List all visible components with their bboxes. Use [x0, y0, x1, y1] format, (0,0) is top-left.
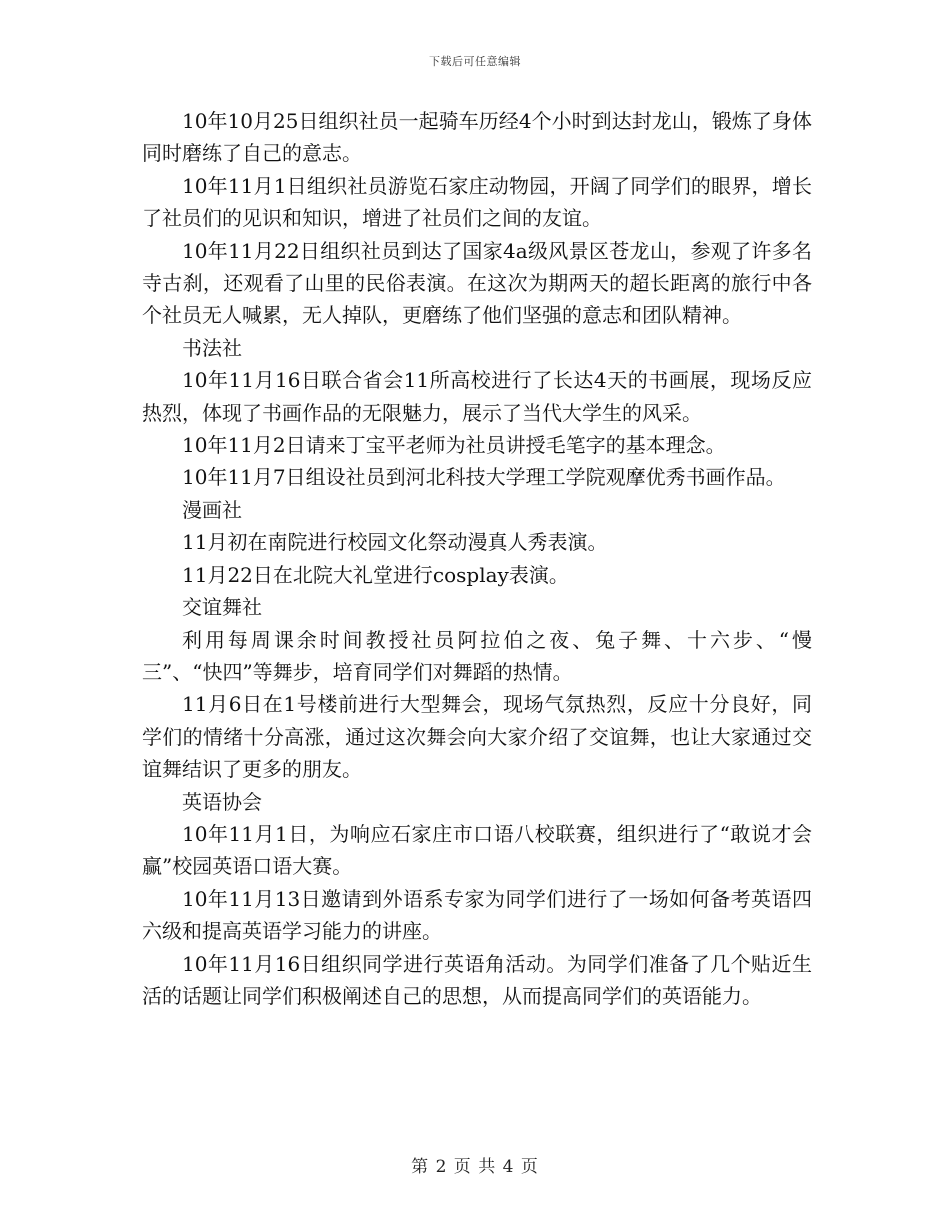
section-heading-comic: 漫画社	[182, 497, 242, 522]
section-heading-calligraphy: 书法社	[182, 335, 242, 360]
paragraph: 11月6日在1号楼前进行大型舞会，现场气氛热烈，反应十分良好，同学们的情绪十分高涨，通过这次舞会向大家介绍了交谊舞，也让大家通过交谊舞结识了更多的朋友。	[142, 692, 812, 782]
section-heading-dance: 交谊舞社	[182, 595, 262, 620]
paragraph: 10年11月16日组织同学进行英语角活动。为同学们准备了几个贴近生活的话题让同学们积极阐述自己的思想，从而提高同学们的英语能力。	[142, 951, 812, 1008]
document-body	[142, 105, 812, 1012]
paragraph: 10年11月1日组织社员游览石家庄动物园，开阔了同学们的眼界，增长了社员们的见识和知识，增进了社员们之间的友谊。	[142, 173, 812, 231]
paragraph: 10年11月2日请来丁宝平老师为社员讲授毛笔字的基本理念。	[182, 433, 726, 458]
paragraph: 利用每周课余时间教授社员阿拉伯之夜、兔子舞、十六步、“慢三”、“快四”等舞步，培育同学们对舞蹈的热情。	[142, 627, 812, 684]
section-heading-english: 英语协会	[182, 789, 262, 814]
paragraph: 10年11月1日，为响应石家庄市口语八校联赛，组织进行了“敢说才会赢”校园英语口语大赛。	[142, 821, 812, 879]
paragraph: 10年11月16日联合省会11所高校进行了长达4天的书画展，现场反应热烈，体现了书画作品的无限魅力，展示了当代大学生的风采。	[142, 368, 812, 425]
paragraph: 10年10月25日组织社员一起骑车历经4个小时到达封龙山，锻炼了身体同时磨练了自己的意志。	[142, 109, 812, 166]
paragraph: 10年11月13日邀请到外语系专家为同学们进行了一场如何备考英语四六级和提高英语学习能力的讲座。	[142, 886, 812, 944]
page-footer	[0, 1152, 950, 1177]
paragraph: 10年11月22日组织社员到达了国家4a级风景区苍龙山，参观了许多名寺古刹，还观看了山里的民俗表演。在这次为期两天的超长距离的旅行中各个社员无人喊累，无人掉队，更磨练了他们坚强的意志和团队精神。	[142, 238, 812, 328]
paragraph: 10年11月7日组设社员到河北科技大学理工学院观摩优秀书画作品。	[182, 465, 786, 490]
paragraph: 11月初在南院进行校园文化祭动漫真人秀表演。	[182, 530, 608, 555]
page-number: 第 2 页 共 4 页	[411, 1157, 539, 1177]
page-header: 下载后可任意编辑	[429, 55, 521, 68]
paragraph: 11月22日在北院大礼堂进行cosplay表演。	[182, 562, 569, 587]
